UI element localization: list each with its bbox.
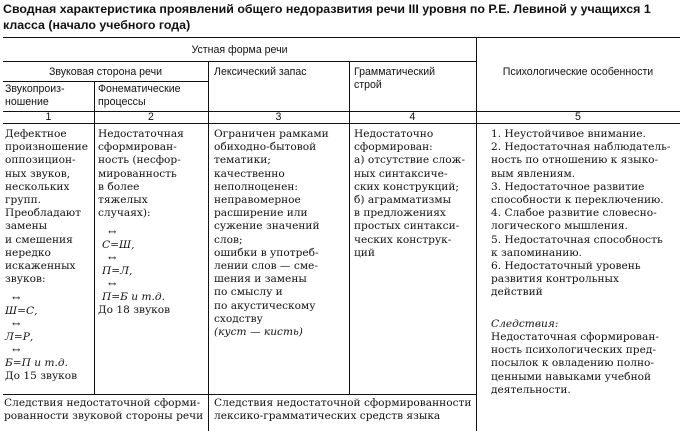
footer-right: Следствия недостаточной сформированности лексико-грамматических средств языка xyxy=(214,397,472,423)
table-title: Сводная характеристика проявлений общего недоразвития речи III уровня по Р.Е. Левиной у учащихся 1 класса (начало учебного года) xyxy=(3,2,651,32)
header-lexicon: Лексический запас xyxy=(214,66,307,78)
col2-pair-1: С=Ш, xyxy=(102,239,135,251)
header-psychology: Психологические особенности xyxy=(502,66,654,78)
rule-col1-right xyxy=(94,81,95,394)
rule-top xyxy=(3,37,680,38)
col1-pair-1: Ш=С, xyxy=(5,305,38,317)
col2-pair-3: П=Б и т.д. xyxy=(102,291,165,303)
footer-left: Следствия недостаточной сформи- рованности звуковой стороны речи xyxy=(4,397,204,423)
rule-oral-bottom xyxy=(3,61,476,62)
rule-footer-top xyxy=(3,394,476,395)
rule-sound-bottom xyxy=(3,81,208,82)
header-pronunciation: Звукопроиз- ношение xyxy=(5,83,65,109)
col2-pair-2: П=Л, xyxy=(102,265,133,277)
header-sound-side: Звуковая сторона речи xyxy=(48,66,163,78)
rule-col4-right xyxy=(476,37,477,431)
col2-arrow-3: ↔ xyxy=(108,279,117,290)
header-oral-speech: Устная форма речи xyxy=(191,44,288,56)
col1-arrow-1: ↔ xyxy=(12,293,21,304)
col1-arrow-3: ↔ xyxy=(12,345,21,356)
column-number-3: 3 xyxy=(275,111,282,123)
col2-arrow-2: ↔ xyxy=(108,253,117,264)
col2-description: Недостаточная сформирован- ность (несфор- мированность в более тяжелых случаях): xyxy=(98,128,184,220)
col2-tail: До 18 звуков xyxy=(98,304,171,316)
col1-tail: До 15 звуков xyxy=(5,370,78,382)
column-number-5: 5 xyxy=(575,111,581,123)
col2-arrow-1: ↔ xyxy=(108,227,117,238)
col3-example: (куст — кисть) xyxy=(214,326,303,338)
header-phonemic: Фонематические процессы xyxy=(98,83,181,109)
column-number-1: 1 xyxy=(45,111,52,123)
header-grammar: Грамматический строй xyxy=(354,66,436,92)
col4-description: Недостаточно сформирован: а) отсутствие слож- ных синтаксиче- ских конструкций; б) аграмматизмы в предложениях простых синтакси- ческих конструк- ций xyxy=(354,128,465,259)
col5-consequences: Недостаточная сформирован- ность психологических пред- посылок к овладению полно- ценными навыками учебной деятельности. xyxy=(491,331,659,396)
col1-description: Дефектное произношение оппозицион- ных звуков, нескольких групп. Преобладают замены и смешения нередко искаженных звуков: xyxy=(5,128,89,286)
col3-description: Ограничен рамками обиходно-бытовой тематики; качественно неполноценен: неправомерное расширение или сужение значений слов; ошибки в употреб- лении слов — сме- шения и замены по смыслу и по акустическому сходству xyxy=(214,128,329,325)
col1-arrow-2: ↔ xyxy=(12,319,21,330)
col1-pair-2: Л=Р, xyxy=(5,331,34,343)
col5-items: 1. Неустойчивое внимание. 2. Недостаточная наблюдатель- ность по отношению к языко- вым явлениям. 3. Недостаточное развитие способности к переключению. 4. Слабое развитие словесно- логического мышления. 5. Недостаточная способность к запоминанию. 6. Недостаточный уровень развития контрольных действий xyxy=(491,128,671,299)
column-number-4: 4 xyxy=(409,111,416,123)
col5-consequences-label: Следствия: xyxy=(491,318,559,330)
col1-pair-3: Б=П и т.д. xyxy=(5,357,68,369)
column-number-2: 2 xyxy=(148,111,154,123)
